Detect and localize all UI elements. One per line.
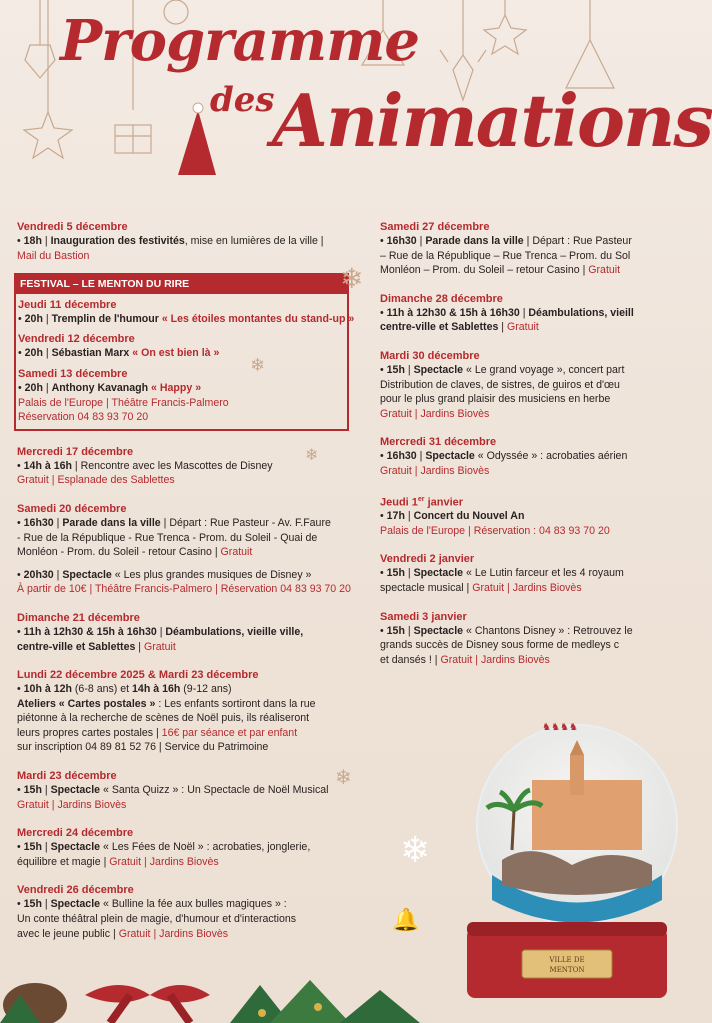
bottom-pine-decoration bbox=[0, 955, 640, 1023]
bell-icon: 🔔 bbox=[392, 908, 420, 933]
festival-item: Samedi 13 décembre • 20h | Anthony Kavanagh « Happy » Palais de l'Europe | Théâtre Francis-Palmero Réservation 04 83 93 70 20 bbox=[18, 367, 229, 424]
event-mardi-23: Mardi 23 décembre • 15h | Spectacle « Santa Quizz » : Un Spectacle de Noël Musical Gratuit | Jardins Biovès bbox=[17, 770, 329, 811]
event-vendredi-5: Vendredi 5 décembre • 18h | Inauguration des festivités, mise en lumières de la ville | Mail du Bastion bbox=[17, 220, 352, 263]
svg-text:MENTON: MENTON bbox=[549, 966, 585, 974]
event-mercredi-24: Mercredi 24 décembre • 15h | Spectacle « Les Fées de Noël » : acrobaties, jonglerie, équilibre et magie | Gratuit | Jardins Biovès bbox=[17, 827, 311, 868]
event-mardi-30: Mardi 30 décembre • 15h | Spectacle « Le grand voyage », concert part Distribution de claves, de sistres, de guiros et d'œu pour le plus grand plaisir des musiciens en herbe Gratuit | Jardins Biovès bbox=[380, 349, 625, 420]
event-vendredi-2: Vendredi 2 janvier • 15h | Spectacle « Le Lutin farceur et les 4 royaum spectacle musical | Gratuit | Jardins Biovès bbox=[380, 553, 624, 594]
event-date: Vendredi 5 décembre bbox=[17, 221, 128, 233]
event-jeudi-1: Jeudi 1er janvier • 17h | Concert du Nouvel An Palais de l'Europe | Réservation : 04 83 93 70 20 bbox=[380, 495, 610, 537]
left-column bbox=[17, 220, 355, 955]
festival-box bbox=[14, 273, 355, 431]
svg-text:♞♞♞♞: ♞♞♞♞ bbox=[542, 722, 578, 733]
event-samedi-27: Samedi 27 décembre • 16h30 | Parade dans la ville | Départ : Rue Pasteur – Rue de la République – Rue Trenca – Prom. du Sol Monléon – Prom. du Soleil – retour Casino | Gratuit bbox=[380, 221, 632, 277]
festival-header: FESTIVAL – LE MENTON DU RIRE bbox=[16, 275, 347, 294]
right-column bbox=[380, 220, 680, 681]
snowflake-icon: ❄ bbox=[305, 445, 319, 464]
snowflake-icon: ❄ bbox=[340, 262, 364, 295]
festival-item: Jeudi 11 décembre • 20h | Tremplin de l'humour « Les étoiles montantes du stand-up » bbox=[18, 298, 355, 325]
snowflake-icon: ❄ bbox=[250, 355, 266, 376]
event-lundi-22: Lundi 22 décembre 2025 & Mardi 23 décembre • 10h à 12h (6-8 ans) et 14h à 16h (9-12 ans) Ateliers « Cartes postales » : Les enfants sortiront dans la rue piétonne à la recherche de scènes de Noël puis, ils réaliseront leurs propres cartes postales | 16€ par séance et par enfant sur inscription 04 89 81 52 76 | Service du Patrimoine bbox=[17, 669, 316, 754]
title-des: des bbox=[210, 80, 275, 120]
title-animations: Animations bbox=[272, 78, 712, 163]
event-samedi-20: Samedi 20 décembre • 16h30 | Parade dans la ville | Départ : Rue Pasteur - Av. F.Faure - Rue de la République - Rue Trenca - Prom. du Soleil - Quai de Monléon - Prom. du Soleil - retour Casino | Gratuit bbox=[17, 502, 331, 559]
title-programme: Programme bbox=[60, 8, 420, 74]
festival-item: Vendredi 12 décembre • 20h | Sébastian Marx « On est bien là » bbox=[18, 333, 220, 360]
event-dimanche-21: Dimanche 21 décembre • 11h à 12h30 & 15h à 16h30 | Déambulations, vieille ville, centre-ville et Sablettes | Gratuit bbox=[17, 611, 304, 653]
svg-text:VILLE DE: VILLE DE bbox=[549, 956, 585, 964]
event-vendredi-26: Vendredi 26 décembre • 15h | Spectacle « Bulline la fée aux bulles magiques » : Un conte théâtral plein de magie, d'humour et d'interactions avec le jeune public | Gratuit | Jardins Biovès bbox=[17, 884, 297, 940]
snowflake-icon: ❄ bbox=[335, 765, 352, 789]
event-mercredi-17: Mercredi 17 décembre • 14h à 16h | Rencontre avec les Mascottes de Disney Gratuit | Esplanade des Sablettes bbox=[17, 445, 273, 487]
snowflake-icon: ❄ bbox=[400, 830, 431, 871]
event-samedi-3: Samedi 3 janvier • 15h | Spectacle « Chantons Disney » : Retrouvez le grands succès de Disney sous forme de medleys c et dansés ! | Gratuit | Jardins Biovès bbox=[380, 610, 633, 666]
event-mercredi-31: Mercredi 31 décembre • 16h30 | Spectacle « Odyssée » : acrobaties aérien Gratuit | Jardins Biovès bbox=[380, 436, 628, 477]
event-samedi-20-spectacle: • 20h30 | Spectacle « Les plus grandes musiques de Disney » À partir de 10€ | Théâtre Francis-Palmero | Réservation 04 83 93 70 20 bbox=[17, 568, 351, 596]
event-dimanche-28: Dimanche 28 décembre • 11h à 12h30 & 15h à 16h30 | Déambulations, vieill centre-ville et Sablettes | Gratuit bbox=[380, 292, 634, 334]
